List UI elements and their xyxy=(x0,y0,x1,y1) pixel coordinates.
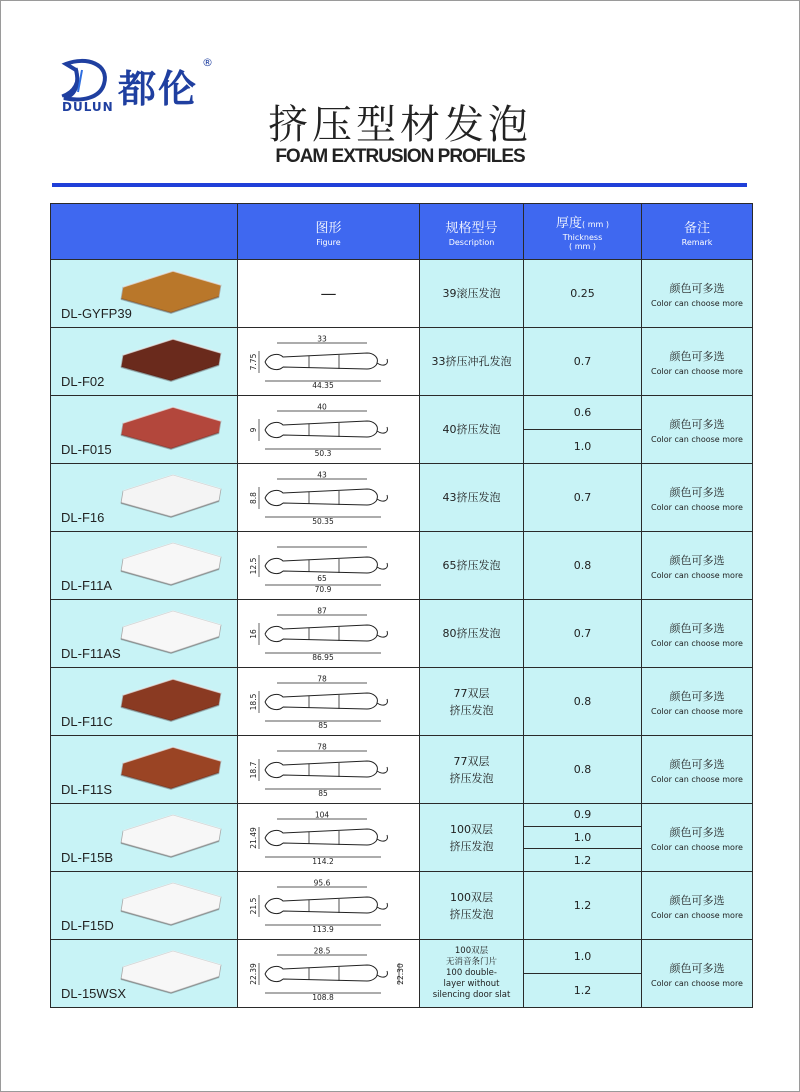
thickness-value: 0.7 xyxy=(573,491,592,504)
table-row xyxy=(51,736,753,804)
product-swatch-image xyxy=(113,947,225,995)
thickness-value: 1.2 xyxy=(524,974,641,1008)
cell-model xyxy=(51,532,238,600)
cell-model xyxy=(51,464,238,532)
dim-top-label: 78 xyxy=(316,674,327,683)
thickness-value: 1.0 xyxy=(573,950,592,963)
profile-drawing xyxy=(249,879,409,933)
cell-model xyxy=(51,600,238,668)
table-row xyxy=(51,260,753,328)
cell-description xyxy=(420,532,524,600)
product-code: DL-F15B xyxy=(61,850,114,865)
cell-description xyxy=(420,804,524,872)
cell-model xyxy=(51,396,238,464)
cell-thickness xyxy=(524,668,642,736)
dim-side-label: 9 xyxy=(248,427,258,432)
description-line: 40挤压发泡 xyxy=(442,423,501,436)
dim-bottom-label: 86.95 xyxy=(311,652,334,661)
thickness-value: 0.7 xyxy=(573,355,592,368)
cell-thickness xyxy=(524,940,642,1008)
product-code: DL-F16 xyxy=(61,510,105,525)
cell-remark xyxy=(642,668,753,736)
cell-figure xyxy=(238,668,420,736)
cell-remark xyxy=(642,532,753,600)
cell-thickness xyxy=(524,260,642,328)
dim-top-label: 28.5 xyxy=(313,946,330,955)
product-code: DL-F02 xyxy=(61,374,105,389)
remark-en: Color can choose more xyxy=(651,434,743,444)
cell-thickness xyxy=(524,532,642,600)
product-code: DL-F11C xyxy=(61,714,113,729)
cell-remark xyxy=(642,260,753,328)
description-line: 77双层 xyxy=(453,686,490,700)
cell-description xyxy=(420,260,524,328)
dim-mid-label: 65 xyxy=(316,573,327,583)
cell-thickness xyxy=(524,736,642,804)
brand-name-cn: 都伦 xyxy=(118,67,199,111)
product-swatch-image xyxy=(113,811,225,859)
description-line: 挤压发泡 xyxy=(449,907,494,921)
cell-remark xyxy=(642,872,753,940)
dim-side-label: 21.5 xyxy=(248,897,258,914)
cell-model xyxy=(51,260,238,328)
product-swatch-image xyxy=(113,471,225,519)
remark-cn: 颜色可多选 xyxy=(669,281,725,295)
cell-thickness xyxy=(524,396,642,464)
registered-mark: ® xyxy=(202,56,213,69)
product-code: DL-GYFP39 xyxy=(61,306,132,321)
profile-drawing xyxy=(249,947,409,1001)
cell-description xyxy=(420,600,524,668)
cell-description xyxy=(420,464,524,532)
dim-side-label: 22.39 xyxy=(248,962,258,985)
profile-drawing xyxy=(249,811,409,865)
remark-cn: 颜色可多选 xyxy=(669,961,725,975)
product-code: DL-F015 xyxy=(61,442,112,457)
remark-cn: 颜色可多选 xyxy=(669,621,725,635)
remark-cn: 颜色可多选 xyxy=(669,349,725,363)
dim-bottom-label: 113.9 xyxy=(311,924,334,933)
dim-top-label: 33 xyxy=(316,334,327,343)
thickness-value: 1.0 xyxy=(524,826,641,849)
dim-top-label: 104 xyxy=(314,810,329,819)
cell-remark xyxy=(642,396,753,464)
remark-cn: 颜色可多选 xyxy=(669,893,725,907)
cell-model xyxy=(51,872,238,940)
product-swatch-image xyxy=(113,675,225,723)
cell-figure xyxy=(238,804,420,872)
product-swatch-image xyxy=(113,607,225,655)
dim-top-label: 87 xyxy=(316,606,327,615)
table-row xyxy=(51,396,753,464)
cell-description xyxy=(420,940,524,1008)
remark-cn: 颜色可多选 xyxy=(669,689,725,703)
thickness-value: 0.25 xyxy=(570,287,595,300)
dim-top-label: 40 xyxy=(316,402,327,411)
dim-bottom-label: 50.3 xyxy=(314,448,331,457)
cell-description xyxy=(420,396,524,464)
cell-thickness xyxy=(524,804,642,872)
dim-side-label: 16 xyxy=(248,628,258,639)
dim-side-label: 12.5 xyxy=(248,557,258,574)
cell-figure xyxy=(238,260,420,328)
thickness-value: 0.8 xyxy=(573,763,592,776)
description-line: silencing door slat xyxy=(432,990,511,1000)
description-line: 挤压发泡 xyxy=(449,839,494,853)
dim-side2-label: 22.30 xyxy=(395,962,405,985)
table-row xyxy=(51,940,753,1008)
cell-model xyxy=(51,328,238,396)
remark-en: Color can choose more xyxy=(651,842,743,852)
remark-cn: 颜色可多选 xyxy=(669,417,725,431)
product-swatch-image xyxy=(113,539,225,587)
cell-model xyxy=(51,940,238,1008)
thickness-value: 0.9 xyxy=(573,808,592,822)
remark-en: Color can choose more xyxy=(651,298,743,308)
cell-remark xyxy=(642,464,753,532)
remark-en: Color can choose more xyxy=(651,638,743,648)
cell-model xyxy=(51,804,238,872)
description-line: 77双层 xyxy=(453,754,490,768)
cell-figure xyxy=(238,464,420,532)
table-row xyxy=(51,464,753,532)
description-line: 65挤压发泡 xyxy=(442,559,501,572)
description-line: 100双层 xyxy=(454,946,489,956)
remark-en: Color can choose more xyxy=(651,774,743,784)
description-line: 挤压发泡 xyxy=(449,703,494,717)
remark-en: Color can choose more xyxy=(651,706,743,716)
profile-drawing xyxy=(249,539,409,593)
product-code: DL-F15D xyxy=(61,918,114,933)
cell-figure xyxy=(238,940,420,1008)
cell-remark xyxy=(642,736,753,804)
profile-drawing xyxy=(249,471,409,525)
page-title-en: FOAM EXTRUSION PROFILES xyxy=(275,146,525,167)
dim-bottom-label: 50.35 xyxy=(311,516,334,525)
title-divider xyxy=(52,183,747,187)
profile-drawing xyxy=(249,675,409,729)
header-remark: 备注 Remark xyxy=(642,204,753,260)
dim-bottom-label: 85 xyxy=(317,720,328,729)
remark-en: Color can choose more xyxy=(651,366,743,376)
thickness-value: 1.2 xyxy=(524,849,641,871)
dim-bottom-label: 70.9 xyxy=(314,584,331,593)
dim-side-label: 8.8 xyxy=(248,491,258,504)
remark-en: Color can choose more xyxy=(651,978,743,988)
page-title-cn: 挤压型材发泡 xyxy=(268,102,532,148)
cell-figure xyxy=(238,736,420,804)
dim-bottom-label: 114.2 xyxy=(311,856,334,865)
product-code: DL-F11S xyxy=(61,782,113,797)
description-line: 39滚压发泡 xyxy=(442,287,501,300)
remark-cn: 颜色可多选 xyxy=(669,485,725,499)
table-row xyxy=(51,532,753,600)
cell-thickness xyxy=(524,872,642,940)
description-line: 100双层 xyxy=(450,822,493,836)
table-row xyxy=(51,668,753,736)
remark-en: Color can choose more xyxy=(651,502,743,512)
cell-description xyxy=(420,668,524,736)
dim-top-label: 95.6 xyxy=(313,878,330,887)
dim-bottom-label: 44.35 xyxy=(311,380,334,389)
remark-en: Color can choose more xyxy=(651,570,743,580)
description-line: 100 double- xyxy=(446,968,497,978)
cell-figure xyxy=(238,396,420,464)
product-swatch-image xyxy=(113,335,225,383)
description-line: 80挤压发泡 xyxy=(442,627,501,640)
figure-dash: — xyxy=(320,284,337,303)
profile-drawing xyxy=(249,403,409,457)
cell-remark xyxy=(642,804,753,872)
description-line: 100双层 xyxy=(450,890,493,904)
dim-bottom-label: 108.8 xyxy=(311,992,334,1001)
thickness-value: 0.7 xyxy=(573,627,592,640)
description-line: 33挤压冲孔发泡 xyxy=(431,355,512,368)
product-code: DL-F11A xyxy=(61,578,113,593)
brand-name-en: DULUN xyxy=(62,100,114,114)
cell-model xyxy=(51,736,238,804)
thickness-value: 1.0 xyxy=(524,430,641,464)
product-code: DL-15WSX xyxy=(61,986,127,1001)
table-row xyxy=(51,328,753,396)
description-line: 43挤压发泡 xyxy=(442,491,501,504)
product-code: DL-F11AS xyxy=(61,646,121,661)
product-swatch-image xyxy=(113,879,225,927)
product-table xyxy=(50,203,753,1008)
cell-description xyxy=(420,328,524,396)
header-figure: 图形 Figure xyxy=(238,204,420,260)
dim-top-label: 78 xyxy=(316,742,327,751)
cell-remark xyxy=(642,600,753,668)
profile-drawing xyxy=(249,743,409,797)
remark-en: Color can choose more xyxy=(651,910,743,920)
dim-side-label: 18.7 xyxy=(248,761,258,778)
header-model xyxy=(51,204,238,260)
cell-description xyxy=(420,872,524,940)
remark-cn: 颜色可多选 xyxy=(669,553,725,567)
cell-thickness xyxy=(524,600,642,668)
dim-top-label: 43 xyxy=(316,470,327,479)
cell-thickness xyxy=(524,328,642,396)
cell-description xyxy=(420,736,524,804)
dim-side-label: 21.49 xyxy=(248,826,258,849)
profile-drawing xyxy=(249,607,409,661)
cell-figure xyxy=(238,532,420,600)
remark-cn: 颜色可多选 xyxy=(669,825,725,839)
cell-figure xyxy=(238,328,420,396)
table-header-row xyxy=(51,204,753,260)
dim-bottom-label: 85 xyxy=(317,788,328,797)
cell-remark xyxy=(642,940,753,1008)
thickness-value: 1.2 xyxy=(573,899,592,912)
cell-figure xyxy=(238,600,420,668)
table-row xyxy=(51,804,753,872)
table-row xyxy=(51,872,753,940)
product-swatch-image xyxy=(113,403,225,451)
product-swatch-image xyxy=(113,743,225,791)
dim-side-label: 18.5 xyxy=(248,693,258,710)
cell-remark xyxy=(642,328,753,396)
description-line: 挤压发泡 xyxy=(449,771,494,785)
table-row xyxy=(51,600,753,668)
dim-side-label: 7.75 xyxy=(248,353,258,370)
cell-figure xyxy=(238,872,420,940)
remark-cn: 颜色可多选 xyxy=(669,757,725,771)
description-line: 无消音条门片 xyxy=(445,957,497,967)
header-thickness: 厚度( mm ) Thickness ( mm ) xyxy=(524,204,642,260)
cell-model xyxy=(51,668,238,736)
thickness-value: 0.8 xyxy=(573,559,592,572)
description-line: layer without xyxy=(443,979,500,989)
profile-drawing xyxy=(249,335,409,389)
thickness-value: 0.6 xyxy=(573,406,592,419)
cell-thickness xyxy=(524,464,642,532)
header-description: 规格型号 Description xyxy=(420,204,524,260)
thickness-value: 0.8 xyxy=(573,695,592,708)
